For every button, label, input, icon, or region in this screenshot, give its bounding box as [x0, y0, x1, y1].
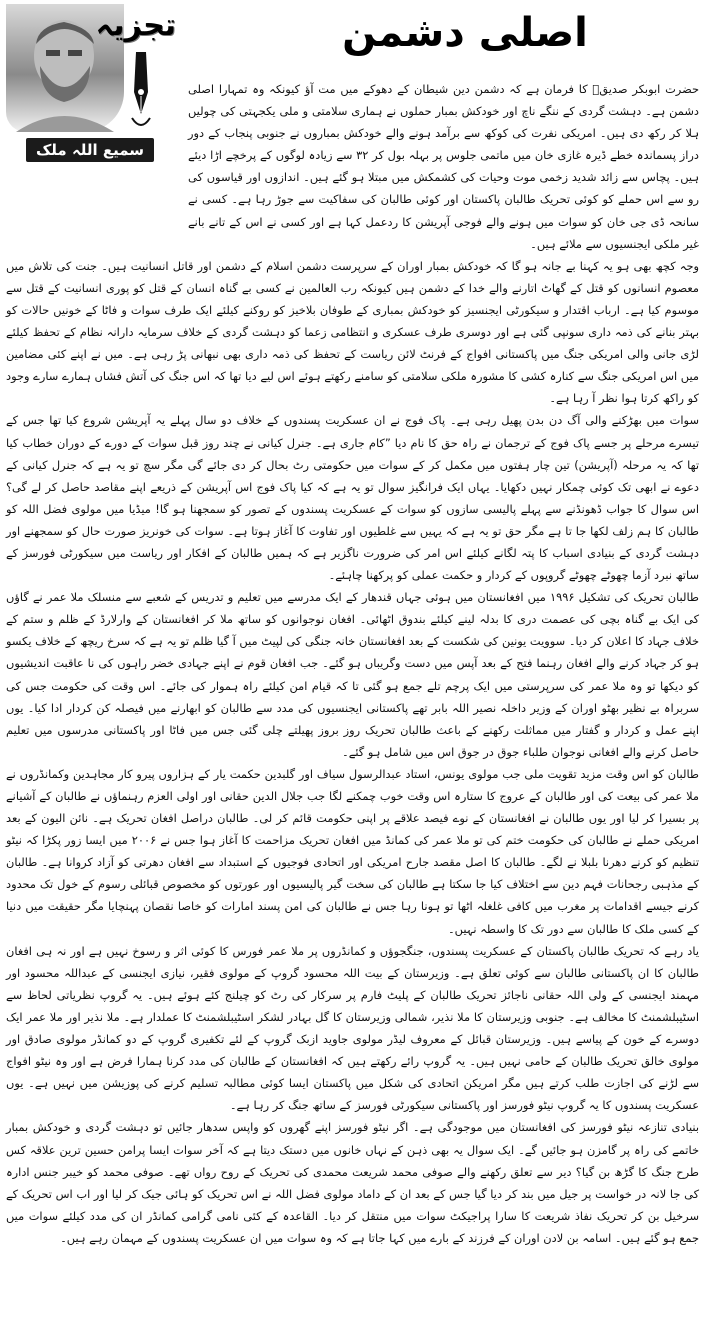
article-paragraph: یاد رہے کہ تحریک طالبان پاکستان کے عسکریت پسندوں، جنگجوؤں و کمانڈروں پر ملا عمر فورس کا کوئی اثر و رسوخ نہیں ہے اور نہ ہی افغان طالبان کا ان پاکستانی طالبان سے کوئی تعلق ہے۔ وزیرستان کے بیت اللہ محسود گروپ کے مولوی فقیر، نیازی ایجنسی کے عبداللہ محسود اور مہمند ایجنسی کے ولی اللہ حقانی ناجائز تحریک طالبان کے پلیٹ فارم پر سرکار کی رٹ کو چیلنج کئے ہوئے ہیں۔ یہ گروپ نظریاتی لحاظ سے اسٹیبلشمنٹ کا مخالف ہے۔ جنوبی وزیرستان کا ملا نذیر، شمالی وزیرستان کا گل بہادر لشکر اسٹیبلشمنٹ کا عملدار ہے۔ ملا نذیر اور ملا عمر ایک دوسرے کے خون کے پیاسے ہیں۔ وزیرستان قبائل کے معروف لیڈر مولوی جاوید ازبک گروپ کے لئے تکفیری گروپ کے دو کمانڈر مولوی صادق اور مولوی خالق تحریک طالبان کے حامی نہیں ہیں۔ یہ گروپ رائے رکھتے ہیں کہ افغانستان کے طالبان کی مدد کرنا ہمارا فرض ہے اور وہ نیٹو افواج سے لڑنے کی اجازت طلب کرتے ہیں مگر امریکن اتحادی کی شکل میں پاکستان ایسا کوئی مطالبہ تسلیم کرنے کی پوزیشن میں نہیں ہے۔ یوں عسکریت پسندوں کا یہ گروپ نیٹو فورسز اور پاکستانی سیکورٹی فورسز کے ساتھ جنگ کر رہا ہے۔	[6, 943, 699, 1113]
article-paragraph: حضرت ابوبکر صدیقؓ کا فرمان ہے کہ دشمن دین شیطان کے دھوکے میں مت آؤ کیونکہ وہ تمہارا اصلی دشمن ہے۔ دہشت گردی کے ننگے ناچ اور خودکش بمبار حملوں نے ہماری سلامتی و ملی یکجہتی کی چولیں ہلا کر رکھ دی ہیں۔ امریکی نفرت کی کوکھ سے برآمد ہونے والے خودکش بمباروں نے جنوبی پنجاب کے دور دراز پسماندہ خطے ڈیرہ غازی خان میں ماتمی جلوس پر بہلہ بول کر ۳۲ سے زیادہ لوگوں کے پرخچے اڑا دیئے ہیں۔ پچاس سے زائد شدید زخمی موت وحیات کی کشمکش میں مبتلا ہو گئے ہیں۔ اندازوں اور قیاسوں کی رو سے اس حملے کو کوئی تحریک طالبان پاکستان اور کوئی طالبان کی سفاکیت سے جوڑ رہا ہے۔ کسی نے سانحہ ڈی جی خان کو سوات میں ہونے والے فوجی آپریشن کا ردعمل کہا ہے اور کسی نے اس کے تانے بانے غیر ملکی ایجنسیوں سے ملائے ہیں۔	[188, 82, 699, 251]
author-byline: سمیع اللہ ملک	[26, 138, 154, 162]
article-paragraph: بنیادی تنازعہ نیٹو فورسز کی افغانستان میں موجودگی ہے۔ اگر نیٹو فورسز اپنے گھروں کو واپس سدھار جائیں تو دہشت گردی و خودکش بمبار خاتمے کی راہ پر گامزن ہو جائیں گے۔ ایک سوال یہ بھی ذہن کے نہاں خانوں میں دستک دیتا ہے کہ آخر سوات ایسا پرامن حسین ترین علاقہ کس طرح جنگ کا گڑھ بن گیا؟ دیر سے تعلق رکھنے والے صوفی محمد شریعت محمدی کی تحریک کے روح رواں تھے۔ صوفی محمد کو خیبر جنس ادارہ کی جا لانہ در خواست پر جیل میں بند کر دیا گیا جس کے بعد ان کے داماد مولوی فضل اللہ نے اس تحریک کو ہائی جیک کر لیا اور اب اس تحریک کے سرخیل بن کر تحریک نفاذ شریعت کا سارا پراجیکٹ سوات میں منتقل کر دیا۔ القاعدہ کے کئی نامی گرامی کمانڈر ان کی مدد کیلئے سوات میں جمع ہو گئے ہیں۔ اسامہ بن لادن اوران کے فرزند کے بارے میں کہا جاتا ہے کہ وہ سوات میں ان عسکریت پسندوں کے مہمان رہے ہیں۔	[6, 1120, 699, 1245]
article-paragraph: طالبان تحریک کی تشکیل ۱۹۹۶ میں افغانستان میں ہوئی جہاں قندھار کے ایک مدرسے میں تعلیم و تدریس کے شعبے سے منسلک ملا عمر نے گاؤں کی ایک بے گناہ بچی کی عصمت دری کا بدلہ لینے کیلئے بندوق اٹھائی۔ افغان نوجوانوں کو ساتھ ملا کر افغانستان کے وارلارڈ کے ظلم و ستم کے خلاف جہاد کا اعلان کر دیا۔ سوویت یونین کی شکست کے بعد افغانستان خانہ جنگی کی لپیٹ میں آ گیا ظلم تو یہ ہے کہ سرخ ریچھ کے خلاف یکسو ہو کر جہاد کرنے والے افغان رہنما فتح کے بعد آپس میں دست وگریباں ہو گئے۔ جب افغان قوم نے اپنے جہادی خضر راہوں کی نا عاقبت اندیشیوں کو دیکھا تو وہ ملا عمر کی سرپرستی میں ایک پرچم تلے جمع ہو گئی تا کہ قیام امن کیلئے راہ ہموار کی جائے۔ اس وقت کی حکومت جس کی سربراہ بے نظیر بھٹو اوران کے وزیر داخلہ نصیر اللہ بابر تھے پاکستانی ایجنسیوں کی مدد سے طالبان کو ابھارنے میں فیصلہ کن کردار ادا کیا۔ یوں اپنے عمل و کردار و گفتار میں مماثلت رکھنے کے باعث طالبان تحریک روز بروز پھیلتے چلی گئی جس میں فاٹا اور پاکستانی مدرسوں میں تعلیم حاصل کرنے والے افغانی نوجوان طلباء جوق در جوق اس میں شامل ہو گئے۔	[6, 590, 699, 759]
article-headline: اصلی دشمن	[342, 10, 588, 56]
article-paragraph: طالبان کو اس وقت مزید تقویت ملی جب مولوی یونس، استاد عبدالرسول سیاف اور گلبدین حکمت یار کے ہزاروں پیرو کار مجاہدین وکمانڈروں نے ملا عمر کی بیعت کی اور طالبان کے عروج کا ستارہ اس وقت خوب چمکنے لگا جب جلال الدین حقانی اور اولی العزم رہنماؤں نے طالبان کے آشیانے پر بسیرا کر لیا اور یوں طالبان نے افغانستان کے نوے فیصد علاقے پر اپنی حکومت قائم کر لی۔ طالبان دراصل افغان تحریک ہے۔ نائن الیون کے بعد امریکی حملے نے طالبان کی حکومت ختم کی تو ملا عمر کی کمانڈ میں افغان تحریک مزاحمت کا آغاز ہوا جس نے ۲۰۰۶ میں ایسا زور پکڑا کہ نیٹو تنظیم کو کرنے دھرنا بلبلا نے لگے۔ طالبان کا اصل مقصد جارح امریکی اور اتحادی فوجیوں کے استبداد سے افغان دھرتی کو آزاد کروانا ہے۔ طالبان کے مذہبی رجحانات فہم دین سے اختلاف کیا جا سکتا ہے طالبان کی سخت گیر پالیسیوں اور عورتوں کو مخصوص قبائلی رسوم کے خول تک محدود کرنے جیسے اقدامات پر مغرب میں کافی غلغلہ اٹھا تو ہونا رہا جس نے طالبان کی امن پسند امارات کو خاصا نقصان پہنچایا مگر حقیقت میں دنیا کے کسی ملک کا طالبان سے دور تک کا واسطہ نہیں۔	[6, 766, 699, 936]
article-paragraph: سوات میں بھڑکنے والی آگ دن بدن پھیل رہی ہے۔ پاک فوج نے ان عسکریت پسندوں کے خلاف دو سال پہلے یہ آپریشن شروع کیا تھا جس کے تیسرے مرحلے پر جسے پاک فوج کے ترجمان نے راہ حق کا نام دیا ”کام جاری ہے۔ جنرل کیانی نے چند روز قبل سوات کے دورے کے دوران خطاب کیا تھا کہ یہ مرحلہ (آپریشن) تین چار ہفتوں میں مکمل کر کے سوات میں حکومتی رٹ بحال کر دی جائے گی مگر سچ تو یہ ہے کہ جنرل کیانی کے دعوے نے ابھی تک کوئی چمکار نہیں دکھایا۔ یہاں ایک فرانگیز سوال تو یہ ہے کہ کیا پاک فوج اس آپریشن کے ذریعے اپنے مقاصد حاصل کر لے گی؟ اس سوال کا جواب ڈھونڈنے سے پہلے پالیسی سازوں کو سوات کے عسکریت پسندوں کے تصور کو سمجھنا ہو گا! میڈیا میں مولوی فضل اللہ کو طالبان کا ہم زلف لکھا جا تا ہے مگر حق تو یہ ہے کہ یہیں سے غلطیوں اور تفاوت کا آغاز ہوتا ہے۔ سوات کی خونریز صورت حال کو سمجھنے اور دہشت گردی کے بنیادی اسباب کا پتہ لگانے کیلئے اس امر کی ضرورت ناگزیر ہے کہ ہمیں طالبان کے افکار اور ریاست میں سیکورٹی فورسز کے ساتھ نبرد آزما چھوٹے چھوٹے گروپوں کے کردار و حکمت عملی کو پرکھنا چاہئے۔	[6, 413, 699, 583]
article-paragraph: وجہ کچھ بھی ہو یہ کہنا بے جانہ ہو گا کہ خودکش بمبار اوران کے سرپرست دشمن اسلام کے دشمن اور قاتل انسانیت ہیں۔ جنت کی تلاش میں معصوم انسانوں کو قتل کے گھاٹ اتارنے والے خدا کے دشمن ہیں کیونکہ رب العالمین نے کسی بے گناہ انسان کے قتل کو پوری انسانیت کے قتل سے موسوم کیا ہے۔ ارباب اقتدار و سیکورٹی ایجنسیز کو خودکش بمباری کے طوفان بلاخیز کو روکنے کیلئے ایک طرف سوات و فاٹا کے خونیں حالات کو بہتر بنانے کی ذمہ داری سونپی گئی ہے اور دوسری طرف عسکری و انتظامی زعما کو دہشت گردی کے خلاف سرمایہ دارانہ نظام کے تحفظ کیلئے لڑی جانی والی امریکی جنگ میں پاکستانی افواج کے فرنٹ لائن ریاست کے تحفظ کی ذمہ داری بھی نبھانی پڑ رہی ہے۔ میں نے اپنے کئی مضامین میں اس امریکی جنگ سے کنارہ کشی کا مشورہ ملکی سلامتی کو سامنے رکھتے ہوئے اس لیے دیا تھا کہ اس جنگ کی آتش فشاں ہمارے سارے وجود کو راکھ کرتا ہوا نظر آ رہا ہے۔	[6, 258, 699, 406]
column-name: تجزیہ	[95, 8, 176, 43]
article-body	[0, 78, 705, 1340]
